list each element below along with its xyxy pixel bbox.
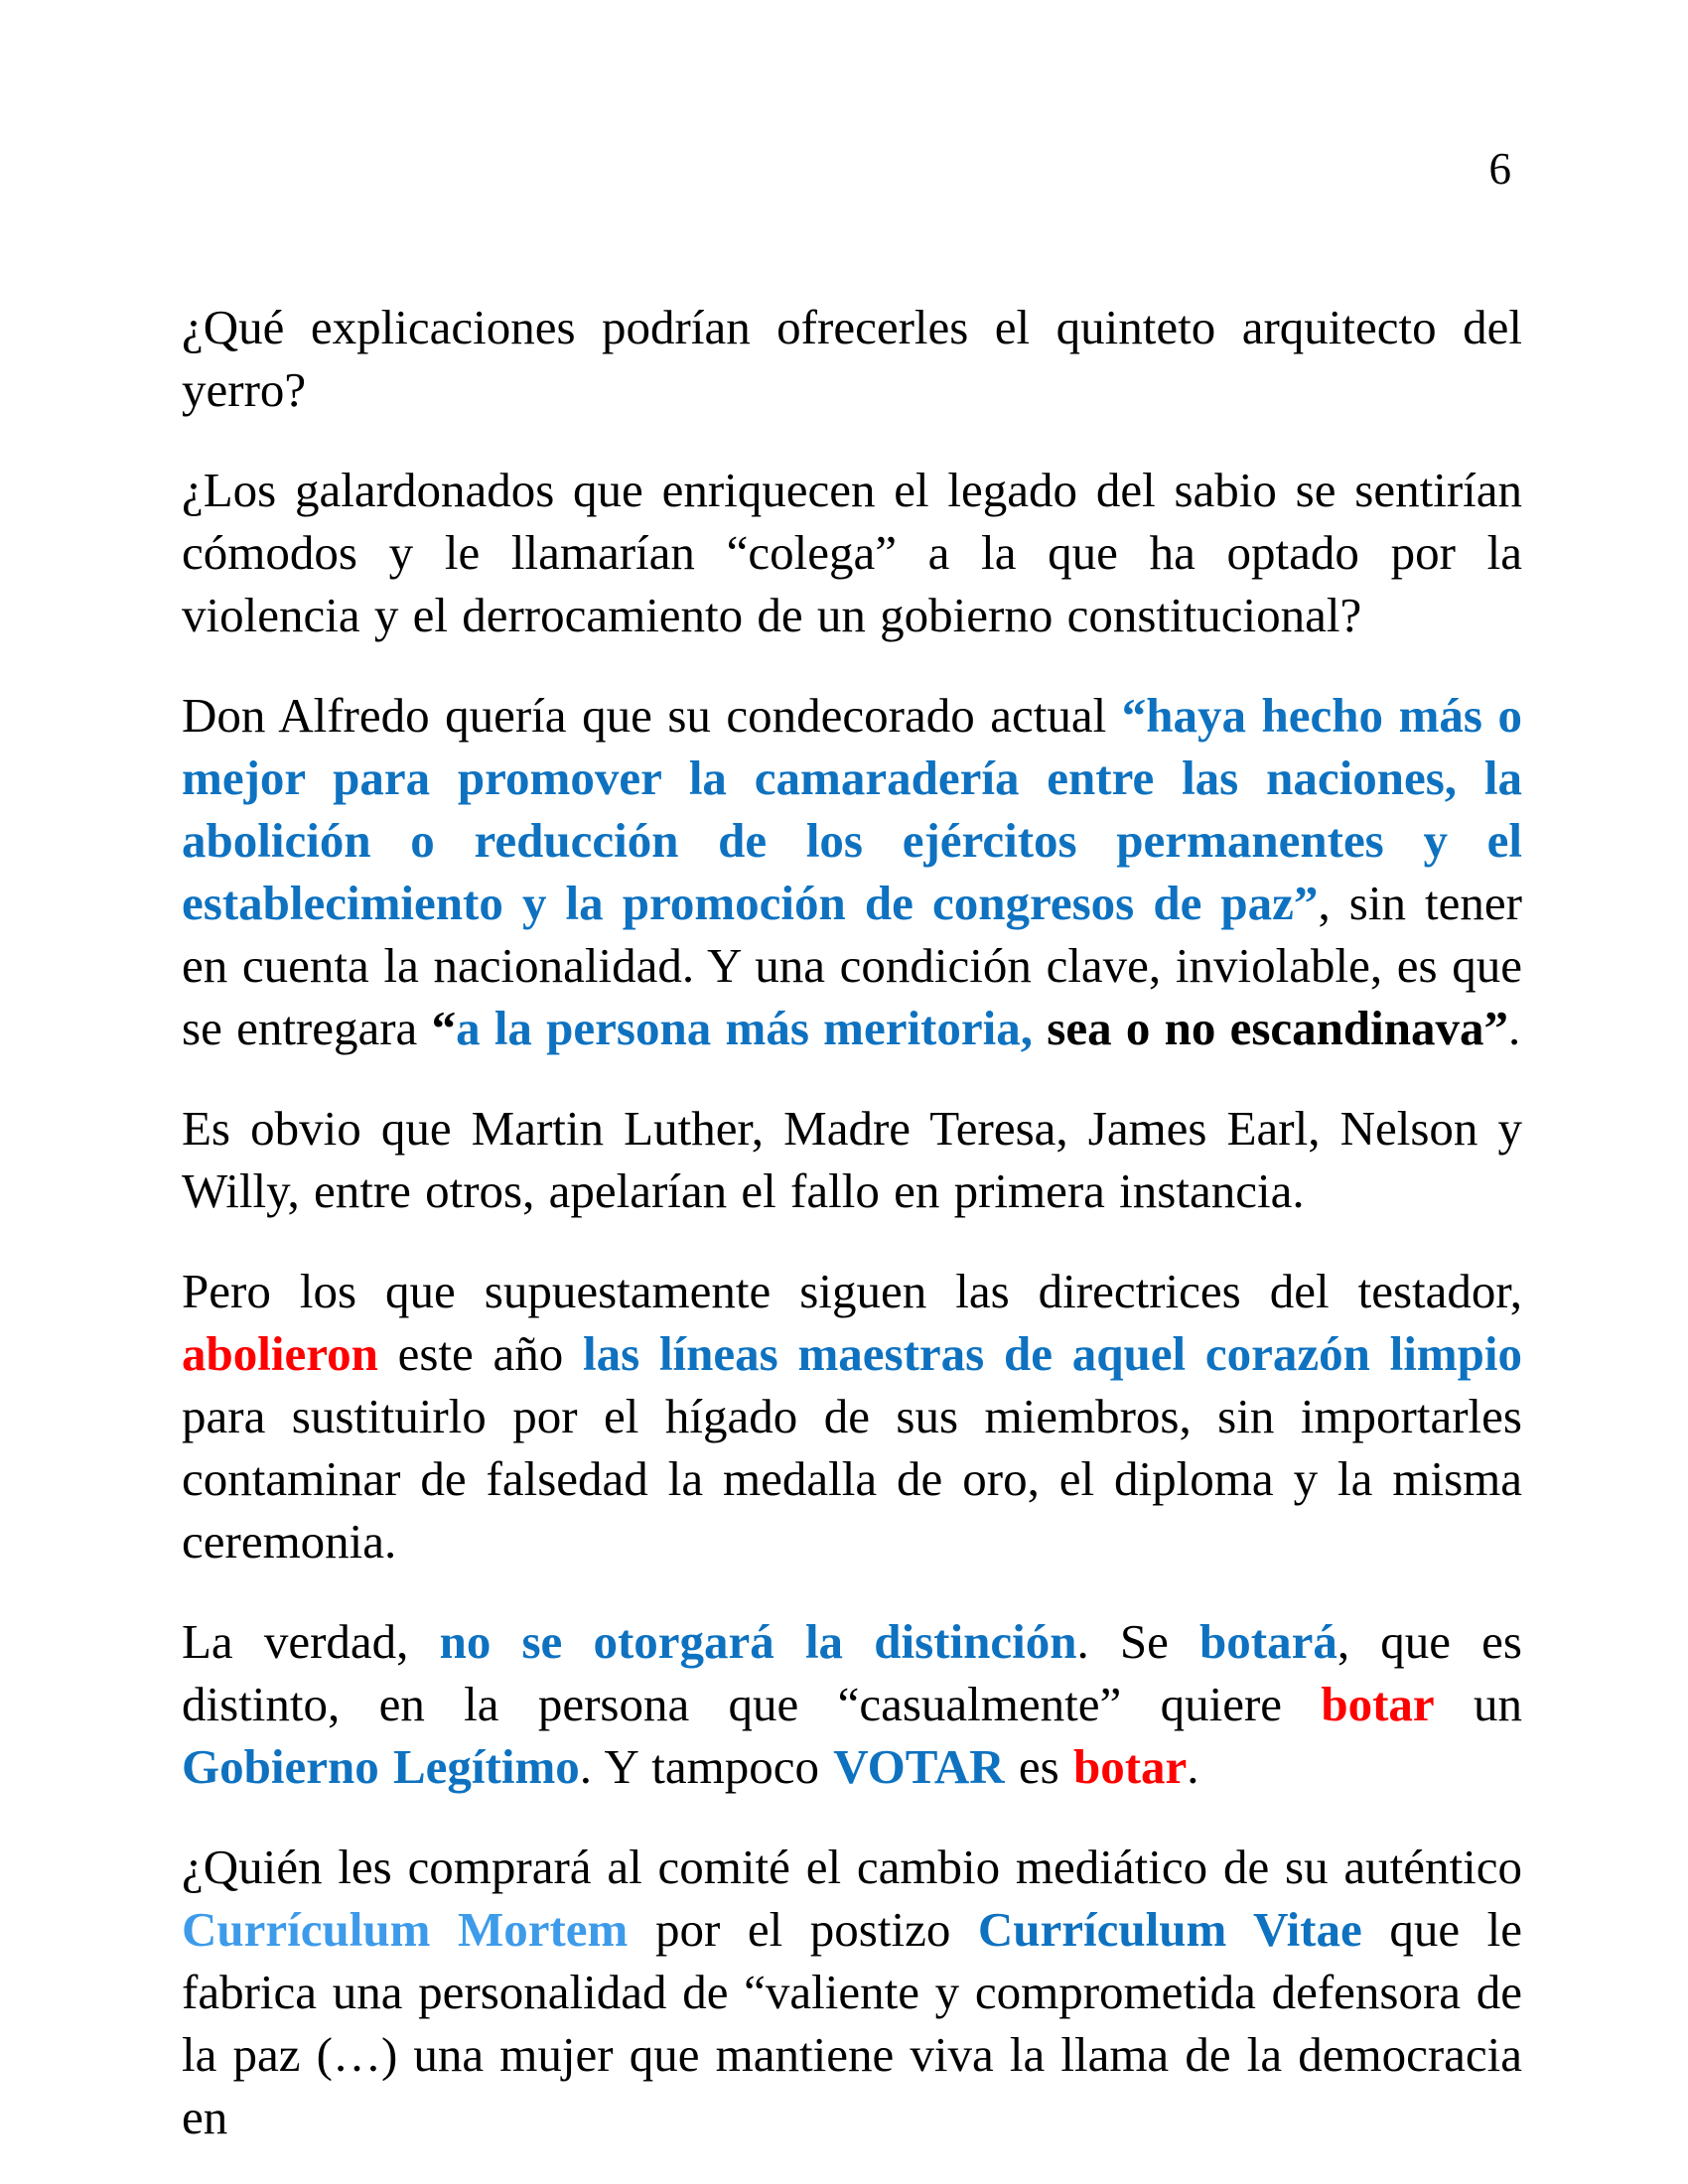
text-run: botará — [1199, 1614, 1337, 1669]
text-run: , sin tener en cuenta la nacionalidad. Y una condición clave, inviolable, es que se entregara — [182, 876, 1522, 1055]
page-number: 6 — [1488, 144, 1511, 194]
text-run: que le fabrica una personalidad de “valiente y comprometida defensora de la paz (…) una mujer que mantiene viva la llama de la democracia en — [182, 1902, 1523, 2144]
text-run: Es obvio que Martin Luther, Madre Teresa, James Earl, Nelson y Willy, entre otros, apelarían el fallo en primera instancia. — [182, 1101, 1522, 1218]
text-run: . — [1508, 1001, 1521, 1055]
text-run: Pero los que supuestamente siguen las directrices del testador, — [182, 1264, 1522, 1318]
text-run: . — [1187, 1739, 1199, 1794]
text-run: , que es distinto, en la persona que “casualmente” quiere — [182, 1614, 1522, 1731]
text-run: por el postizo — [628, 1902, 978, 1957]
text-run: para sustituirlo por el hígado de sus miembros, sin importarles contaminar de falsedad la medalla de oro, el diploma y la misma ceremonia. — [182, 1389, 1522, 1569]
text-run: La verdad, — [182, 1614, 440, 1669]
text-run: Don Alfredo quería que su condecorado actual — [182, 688, 1122, 743]
text-run: ¿Quién les comprará al comité el cambio mediático de su auténtico — [182, 1840, 1522, 1894]
text-run: “ — [431, 1001, 457, 1055]
text-run: ¿Qué explicaciones podrían ofrecerles el quinteto arquitecto del yerro? — [182, 300, 1522, 417]
text-run: abolieron — [182, 1326, 378, 1381]
paragraph — [182, 1260, 1522, 1572]
text-run: ¿Los galardonados que enriquecen el legado del sabio se sentirían cómodos y le llamarían “colega” a la que ha optado por la violencia y el derrocamiento de un gobierno constitucional? — [182, 463, 1522, 642]
paragraph — [182, 1097, 1522, 1222]
text-run: es — [1004, 1739, 1073, 1794]
text-run: botar — [1072, 1739, 1188, 1794]
text-run: Currículum Vitae — [977, 1902, 1362, 1957]
paragraph — [182, 296, 1522, 421]
text-run: a la persona más meritoria, — [456, 1001, 1048, 1055]
paragraph — [182, 459, 1522, 646]
text-run: no se otorgará la distinción — [439, 1614, 1077, 1669]
text-run: VOTAR — [833, 1739, 1005, 1794]
text-run: un — [1434, 1677, 1522, 1731]
paragraph — [182, 684, 1522, 1059]
text-run: Currículum Mortem — [182, 1902, 629, 1957]
text-run: . Se — [1076, 1614, 1200, 1669]
text-run: sea o no escandinava” — [1047, 1001, 1509, 1055]
text-run: este año — [377, 1326, 584, 1381]
document-body — [182, 296, 1522, 2184]
text-run: . Y tampoco — [579, 1739, 834, 1794]
paragraph — [182, 1836, 1522, 2148]
paragraph — [182, 1610, 1522, 1798]
text-run: Gobierno Legítimo — [182, 1739, 580, 1794]
text-run: botar — [1321, 1677, 1435, 1731]
text-run: las líneas maestras de aquel corazón limpio — [583, 1326, 1522, 1381]
text-run: “haya hecho más o mejor para promover la camaradería entre las naciones, la abolición o reducción de los ejércitos permanentes y el establecimiento y la promoción de congresos de paz” — [182, 688, 1522, 930]
